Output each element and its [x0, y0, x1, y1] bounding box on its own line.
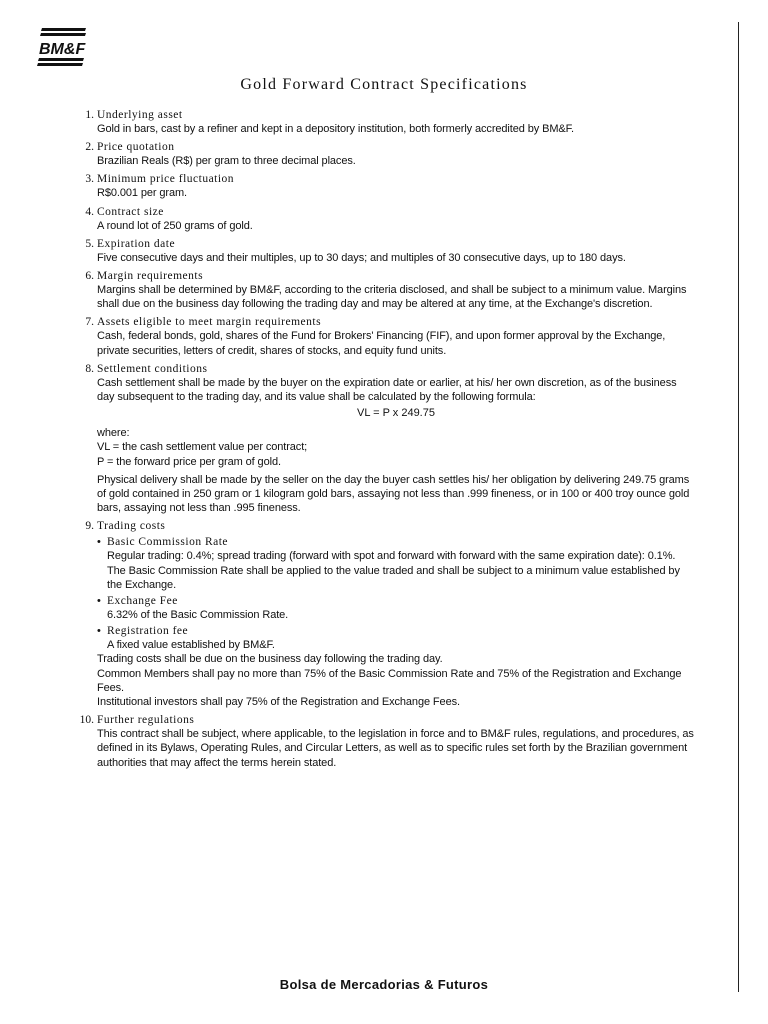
further-regulations-text: This contract shall be subject, where applicable, to the legislation in force and to BM&F rules, regulations, and procedures, as defined in its Bylaws, Operating Rules, and Circular Letters, as well as to specific rules set forth by the Brazilian government authorities that may affect the terms herein stated.	[97, 728, 694, 769]
spec-item	[75, 108, 695, 136]
settlement-item: 8. Settlement conditions Cash settlement shall be made by the buyer on the expiration date or earlier, at his/ her own discretion, as of the business day subsequent to the trading day, and its value shall be calculated by the following formula: VL = P x 249.75 where: VL = the cash settlement value per contract; P = the forward price per gram of gold. Physical delivery shall be made by the seller on the day the buyer cash settles his/ her obligation by delivering 249.75 grams of gold contained in 250 gram or 1 kilogram gold bars, assaying not less than .999 fineness, or in 100 or 400 troy ounce gold bars, assaying not less than .995 fineness.	[75, 362, 695, 516]
item-text: Cash, federal bonds, gold, shares of the Fund for Brokers' Financing (FIF), and upon former approval by the Exchange, private securities, letters of credit, shares of stocks, and equity fund units.	[97, 330, 666, 357]
bullet-text: The Basic Commission Rate shall be applied to the value traded and shall be subject to a minimum value established by the Exchange.	[107, 564, 680, 591]
footer-exchange-name: Bolsa de Mercadorias & Futuros	[279, 977, 489, 992]
bullet-icon: •	[97, 625, 101, 638]
physical-delivery-text: Physical delivery shall be made by the seller on the day the buyer cash settles his/ her obligation by delivering 249.75 grams of gold contained in 250 gram or 1 kilogram gold bars, assaying not less than .999 fineness, or in 100 or 400 troy ounce gold bars, assaying not less than .995 fineness.	[97, 473, 690, 515]
bullet-heading: Registration fee	[107, 625, 189, 638]
bullet-icon: •	[97, 536, 101, 549]
bullet-icon: •	[97, 595, 101, 608]
item-number: 1.	[85, 109, 94, 121]
formula-where: where:	[97, 427, 130, 440]
bullet-text: A fixed value established by BM&F.	[107, 639, 275, 652]
item-number: 7.	[85, 316, 94, 329]
spec-item	[75, 205, 695, 233]
item-text: A round lot of 250 grams of gold.	[97, 219, 253, 232]
item-text: Five consecutive days and their multiples, up to 30 days; and multiples of 30 consecutive days, up to 180 days.	[97, 251, 626, 264]
item-text: Gold in bars, cast by a refiner and kept in a depository institution, both formerly accredited by BM&F.	[97, 123, 574, 135]
bullet-text: Regular trading: 0.4%; spread trading (forward with spot and forward with forward with the same expiration date): 0.1%.	[107, 550, 676, 563]
right-margin-rule	[738, 22, 739, 992]
settlement-intro: Cash settlement shall be made by the buyer on the expiration date or earlier, at his/ her own discretion, as of the business day subsequent to the trading day, and its value shall be calculated by the following formula:	[97, 376, 677, 404]
bullet-text: 6.32% of the Basic Commission Rate.	[107, 609, 289, 622]
trading-costs-text: Trading costs shall be due on the business day following the trading day.	[97, 653, 443, 666]
item-heading: Margin requirements	[97, 270, 204, 283]
item-text: Margins shall be determined by BM&F, according to the criteria disclosed, and shall be subject to a minimum value. Margins shall due on the business day following the trading day and may be altered at any time, at the Exchange's discretion.	[97, 284, 687, 311]
item-heading: Underlying asset	[97, 109, 183, 121]
bullet-heading: Basic Commission Rate	[107, 536, 229, 549]
item-heading: Minimum price fluctuation	[97, 173, 235, 186]
cost-bullet	[97, 594, 695, 622]
settlement-formula: VL = P x 249.75	[357, 407, 435, 420]
item-heading: Assets eligible to meet margin requirements	[97, 316, 322, 329]
item-heading: Further regulations	[97, 714, 195, 727]
spec-item	[75, 172, 695, 200]
item-heading: Trading costs	[97, 520, 166, 533]
spec-item	[75, 140, 695, 168]
trading-costs-item: 9. Trading costs • Basic Commission Rate Regular trading: 0.4%; spread trading (forward with spot and forward with forward with the same expiration date): 0.1%. The Basic Commission Rate shall be applied to the value traded and shall be subject to a minimum value established by the Exchange. • Exchange Fee 6.32% of the Basic Commission Rate. • Registration fee A fixed value established by BM&F. Trading costs shall be due on the business day following the trading day. Common Members shall pay no more than 75% of the Basic Commission Rate and 75% of the Registration and Exchange Fees. Institutional investors shall pay 75% of the Registration and Exchange Fees.	[75, 519, 695, 709]
bmf-logo-icon	[36, 26, 88, 68]
item-heading: Price quotation	[97, 141, 175, 154]
trading-costs-text: Institutional investors shall pay 75% of the Registration and Exchange Fees.	[97, 696, 460, 709]
item-number: 5.	[85, 237, 94, 250]
cost-bullet	[97, 535, 695, 592]
item-text: R$0.001 per gram.	[97, 187, 188, 200]
logo-text: BM&F	[39, 41, 86, 58]
item-number: 2.	[85, 141, 94, 154]
item-number: 3.	[85, 173, 94, 186]
item-heading: Contract size	[97, 205, 164, 218]
item-text: Brazilian Reals (R$) per gram to three decimal places.	[97, 155, 356, 168]
specifications-list	[75, 108, 695, 774]
formula-definition-vl: VL = the cash settlement value per contract;	[97, 441, 308, 454]
item-number: 4.	[85, 205, 94, 218]
formula-definition-p: P = the forward price per gram of gold.	[97, 455, 281, 468]
trading-costs-text: Common Members shall pay no more than 75% of the Basic Commission Rate and 75% of the Registration and Exchange Fees.	[97, 667, 682, 694]
item-heading: Settlement conditions	[97, 362, 208, 375]
spec-item	[75, 269, 695, 311]
further-regulations-item: 10. Further regulations This contract shall be subject, where applicable, to the legislation in force and to BM&F rules, regulations, and procedures, as defined in its Bylaws, Operating Rules, and Circular Letters, as well as to specific rules set forth by the Brazilian government authorities that may affect the terms herein stated.	[79, 714, 694, 769]
page-title: Gold Forward Contract Specifications	[240, 76, 528, 93]
item-number: 6.	[85, 270, 94, 283]
item-heading: Expiration date	[97, 237, 176, 250]
cost-bullet	[97, 624, 695, 652]
spec-item	[75, 315, 695, 357]
spec-item	[75, 237, 695, 265]
bullet-heading: Exchange Fee	[107, 595, 178, 608]
